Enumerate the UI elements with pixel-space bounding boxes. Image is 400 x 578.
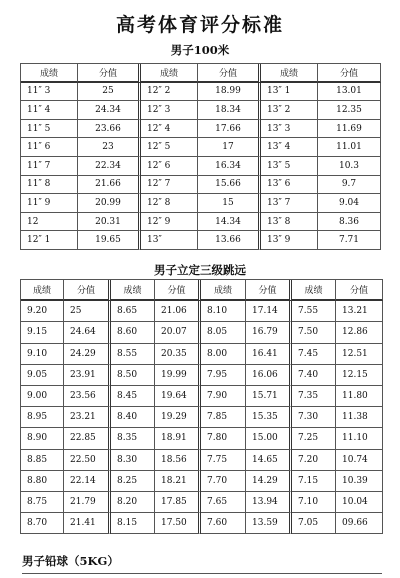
result-cell: 11″ 4 (21, 101, 78, 120)
result-cell: 9.20 (21, 301, 64, 322)
header-cell: 成绩 (292, 280, 336, 301)
result-cell: 7.45 (292, 344, 336, 365)
score-cell: 23.66 (78, 120, 141, 139)
table-triple-jump (20, 279, 383, 534)
result-cell: 7.75 (201, 450, 246, 471)
result-cell: 7.30 (292, 407, 336, 428)
result-cell: 8.35 (111, 428, 155, 449)
result-cell: 11″ 5 (21, 120, 78, 139)
score-cell: 14.34 (198, 213, 261, 232)
score-cell: 12.86 (336, 322, 383, 343)
result-cell: 9.05 (21, 365, 64, 386)
table-row (21, 407, 383, 428)
header-cell: 成绩 (21, 64, 78, 83)
table-100m (20, 63, 381, 250)
result-cell: 13″ 1 (261, 83, 318, 102)
table-header-row (21, 64, 381, 83)
score-cell: 23 (78, 138, 141, 157)
table-row (21, 301, 383, 322)
table-row (21, 120, 381, 139)
result-cell: 7.60 (201, 513, 246, 534)
result-cell: 13″ 3 (261, 120, 318, 139)
score-cell: 17.85 (155, 492, 201, 513)
result-cell: 13″ 9 (261, 231, 318, 250)
result-cell: 12″ 3 (141, 101, 198, 120)
result-cell: 12″ 5 (141, 138, 198, 157)
score-cell: 24.64 (64, 322, 111, 343)
result-cell: 13″ 6 (261, 176, 318, 195)
result-cell: 8.80 (21, 471, 64, 492)
score-cell: 17.66 (198, 120, 261, 139)
result-cell: 13″ 8 (261, 213, 318, 232)
score-cell: 21.41 (64, 513, 111, 534)
score-cell: 13.66 (198, 231, 261, 250)
result-cell: 7.55 (292, 301, 336, 322)
header-cell: 分值 (318, 64, 381, 83)
header-cell: 分值 (78, 64, 141, 83)
score-cell: 13.94 (246, 492, 292, 513)
score-cell: 23.91 (64, 365, 111, 386)
result-cell: 7.10 (292, 492, 336, 513)
score-cell: 11.69 (318, 120, 381, 139)
result-cell: 7.35 (292, 386, 336, 407)
score-cell: 9.04 (318, 194, 381, 213)
result-cell: 8.60 (111, 322, 155, 343)
table-row (21, 365, 383, 386)
score-cell: 22.14 (64, 471, 111, 492)
result-cell: 12″ 6 (141, 157, 198, 176)
score-cell: 12.35 (318, 101, 381, 120)
result-cell: 7.65 (201, 492, 246, 513)
score-cell: 17 (198, 138, 261, 157)
score-cell: 25 (64, 301, 111, 322)
score-cell: 18.56 (155, 450, 201, 471)
header-cell: 成绩 (261, 64, 318, 83)
result-cell: 11″ 8 (21, 176, 78, 195)
score-cell: 25 (78, 83, 141, 102)
table-row (21, 492, 383, 513)
table-top-rule (22, 573, 382, 574)
score-cell: 7.71 (318, 231, 381, 250)
result-cell: 13″ 7 (261, 194, 318, 213)
header-cell: 分值 (246, 280, 292, 301)
result-cell: 9.10 (21, 344, 64, 365)
page-title: 高考体育评分标准 (115, 14, 284, 36)
score-cell: 17.14 (246, 301, 292, 322)
table-row (21, 157, 381, 176)
score-cell: 09.66 (336, 513, 383, 534)
result-cell: 11″ 7 (21, 157, 78, 176)
result-cell: 12″ 9 (141, 213, 198, 232)
result-cell: 11″ 6 (21, 138, 78, 157)
header-cell: 分值 (64, 280, 111, 301)
result-cell: 7.50 (292, 322, 336, 343)
score-cell: 10.39 (336, 471, 383, 492)
result-cell: 9.00 (21, 386, 64, 407)
result-cell: 12″ 1 (21, 231, 78, 250)
result-cell: 12″ 8 (141, 194, 198, 213)
result-cell: 7.70 (201, 471, 246, 492)
score-cell: 16.06 (246, 365, 292, 386)
result-cell: 7.25 (292, 428, 336, 449)
table-row (21, 450, 383, 471)
score-cell: 18.34 (198, 101, 261, 120)
score-cell: 13.01 (318, 83, 381, 102)
table-row (21, 83, 381, 102)
header-cell: 成绩 (201, 280, 246, 301)
score-cell: 18.91 (155, 428, 201, 449)
header-cell: 分值 (198, 64, 261, 83)
score-cell: 15.71 (246, 386, 292, 407)
score-cell: 14.65 (246, 450, 292, 471)
result-cell: 8.10 (201, 301, 246, 322)
score-cell: 24.34 (78, 101, 141, 120)
score-cell: 10.74 (336, 450, 383, 471)
result-cell: 12″ 4 (141, 120, 198, 139)
result-cell: 8.65 (111, 301, 155, 322)
table-row (21, 513, 383, 534)
table-row (21, 322, 383, 343)
header-cell: 分值 (336, 280, 383, 301)
table-row (21, 231, 381, 250)
result-cell: 7.20 (292, 450, 336, 471)
section-title-shot-put: 男子铅球（5KG） (22, 554, 119, 568)
result-cell: 12 (21, 213, 78, 232)
score-cell: 21.79 (64, 492, 111, 513)
table-row (21, 344, 383, 365)
score-cell: 11.38 (336, 407, 383, 428)
table-row (21, 101, 381, 120)
score-cell: 12.51 (336, 344, 383, 365)
result-cell: 8.05 (201, 322, 246, 343)
result-cell: 8.95 (21, 407, 64, 428)
table-row (21, 213, 381, 232)
score-cell: 22.85 (64, 428, 111, 449)
table-row (21, 194, 381, 213)
table-row (21, 471, 383, 492)
result-cell: 7.40 (292, 365, 336, 386)
result-cell: 7.80 (201, 428, 246, 449)
result-cell: 7.05 (292, 513, 336, 534)
header-cell: 成绩 (111, 280, 155, 301)
section-title-100m: 男子100米 (170, 43, 230, 57)
result-cell: 7.95 (201, 365, 246, 386)
score-cell: 19.65 (78, 231, 141, 250)
result-cell: 13″ 4 (261, 138, 318, 157)
result-cell: 13″ 5 (261, 157, 318, 176)
table-row (21, 386, 383, 407)
header-cell: 成绩 (141, 64, 198, 83)
score-cell: 11.01 (318, 138, 381, 157)
result-cell: 8.15 (111, 513, 155, 534)
score-cell: 11.80 (336, 386, 383, 407)
score-cell: 22.50 (64, 450, 111, 471)
score-cell: 20.99 (78, 194, 141, 213)
score-cell: 20.07 (155, 322, 201, 343)
result-cell: 8.45 (111, 386, 155, 407)
score-cell: 15.35 (246, 407, 292, 428)
result-cell: 8.25 (111, 471, 155, 492)
result-cell: 11″ 3 (21, 83, 78, 102)
score-cell: 11.10 (336, 428, 383, 449)
score-cell: 20.35 (155, 344, 201, 365)
score-cell: 16.79 (246, 322, 292, 343)
result-cell: 13″ (141, 231, 198, 250)
score-cell: 8.36 (318, 213, 381, 232)
score-cell: 19.64 (155, 386, 201, 407)
result-cell: 8.55 (111, 344, 155, 365)
score-cell: 19.99 (155, 365, 201, 386)
result-cell: 11″ 9 (21, 194, 78, 213)
result-cell: 8.30 (111, 450, 155, 471)
result-cell: 8.75 (21, 492, 64, 513)
score-cell: 16.41 (246, 344, 292, 365)
result-cell: 12″ 2 (141, 83, 198, 102)
header-cell: 分值 (155, 280, 201, 301)
result-cell: 8.00 (201, 344, 246, 365)
score-cell: 24.29 (64, 344, 111, 365)
score-cell: 15 (198, 194, 261, 213)
result-cell: 9.15 (21, 322, 64, 343)
score-cell: 21.06 (155, 301, 201, 322)
result-cell: 8.70 (21, 513, 64, 534)
score-cell: 20.31 (78, 213, 141, 232)
table-header-row (21, 280, 383, 301)
score-cell: 15.00 (246, 428, 292, 449)
score-cell: 15.66 (198, 176, 261, 195)
result-cell: 7.15 (292, 471, 336, 492)
result-cell: 13″ 2 (261, 101, 318, 120)
header-cell: 成绩 (21, 280, 64, 301)
score-cell: 18.99 (198, 83, 261, 102)
table-row (21, 138, 381, 157)
score-cell: 22.34 (78, 157, 141, 176)
result-cell: 12″ 7 (141, 176, 198, 195)
score-cell: 18.21 (155, 471, 201, 492)
result-cell: 7.90 (201, 386, 246, 407)
result-cell: 8.90 (21, 428, 64, 449)
score-cell: 13.59 (246, 513, 292, 534)
result-cell: 7.85 (201, 407, 246, 428)
score-cell: 9.7 (318, 176, 381, 195)
result-cell: 8.50 (111, 365, 155, 386)
score-cell: 14.29 (246, 471, 292, 492)
score-cell: 21.66 (78, 176, 141, 195)
result-cell: 8.40 (111, 407, 155, 428)
score-cell: 23.21 (64, 407, 111, 428)
result-cell: 8.85 (21, 450, 64, 471)
score-cell: 16.34 (198, 157, 261, 176)
score-cell: 23.56 (64, 386, 111, 407)
section-title-triple-jump: 男子立定三级跳远 (154, 263, 246, 277)
result-cell: 8.20 (111, 492, 155, 513)
score-cell: 10.3 (318, 157, 381, 176)
score-cell: 12.15 (336, 365, 383, 386)
table-row (21, 176, 381, 195)
score-cell: 10.04 (336, 492, 383, 513)
score-cell: 19.29 (155, 407, 201, 428)
score-cell: 17.50 (155, 513, 201, 534)
score-cell: 13.21 (336, 301, 383, 322)
table-row (21, 428, 383, 449)
